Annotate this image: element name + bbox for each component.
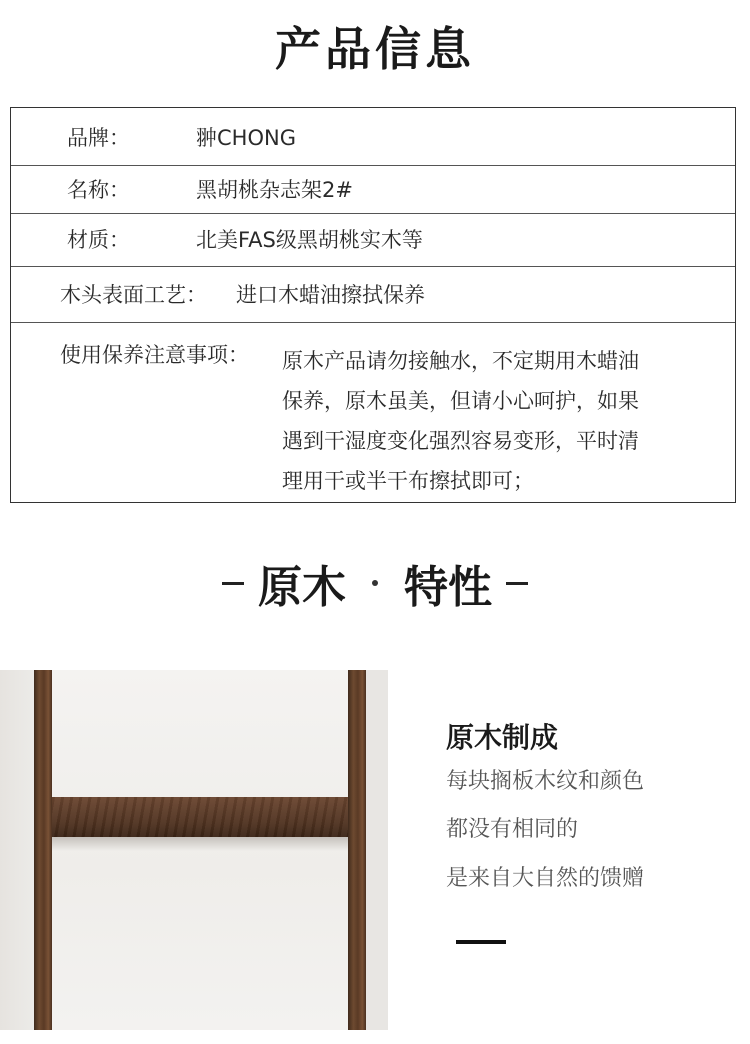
feature-title: 原木制成 bbox=[446, 721, 559, 754]
heading-dot bbox=[372, 580, 378, 586]
section-heading-right: 特性 bbox=[404, 562, 492, 613]
feature-line: 是来自大自然的馈赠 bbox=[446, 866, 645, 891]
care-line: 遇到干湿度变化强烈容易变形，平时清 bbox=[282, 429, 639, 453]
care-line: 保养，原木虽美，但请小心呵护，如果 bbox=[282, 389, 639, 413]
walnut-shelf-board bbox=[52, 797, 348, 837]
feature-line: 都没有相同的 bbox=[446, 817, 579, 842]
brand-label: 品牌： bbox=[67, 126, 130, 150]
heading-dash-left bbox=[222, 582, 244, 585]
brand-value: 翀CHONG bbox=[196, 126, 296, 150]
shelf-shadow bbox=[52, 837, 348, 851]
table-row-brand bbox=[11, 108, 735, 166]
material-value: 北美FAS级黑胡桃实木等 bbox=[196, 228, 423, 252]
table-row-material bbox=[11, 214, 735, 267]
feature-underline bbox=[456, 940, 506, 944]
photo-wall-left bbox=[0, 670, 34, 1030]
care-label: 使用保养注意事项： bbox=[60, 343, 249, 367]
product-info-table bbox=[10, 107, 736, 503]
page-title: 产品信息 bbox=[275, 22, 475, 76]
wood-shelf-photo bbox=[0, 670, 388, 1030]
section-heading bbox=[0, 548, 750, 618]
feature-line: 每块搁板木纹和颜色 bbox=[446, 769, 645, 794]
name-label: 名称： bbox=[67, 178, 130, 202]
finish-value: 进口木蜡油擦拭保养 bbox=[236, 283, 425, 307]
care-line: 原木产品请勿接触水，不定期用木蜡油 bbox=[282, 349, 639, 373]
table-row-name bbox=[11, 166, 735, 214]
name-value: 黑胡桃杂志架2# bbox=[196, 178, 353, 202]
shelf-post-right bbox=[348, 670, 366, 1030]
table-row-finish bbox=[11, 267, 735, 323]
shelf-post-left bbox=[34, 670, 52, 1030]
table-row-care bbox=[11, 323, 735, 503]
care-line: 理用干或半干布擦拭即可； bbox=[282, 469, 534, 493]
section-heading-left: 原木 bbox=[258, 562, 346, 613]
finish-label: 木头表面工艺： bbox=[60, 283, 207, 307]
material-label: 材质： bbox=[67, 228, 130, 252]
heading-dash-right bbox=[506, 582, 528, 585]
care-text bbox=[282, 341, 722, 501]
photo-wall-right bbox=[366, 670, 388, 1030]
